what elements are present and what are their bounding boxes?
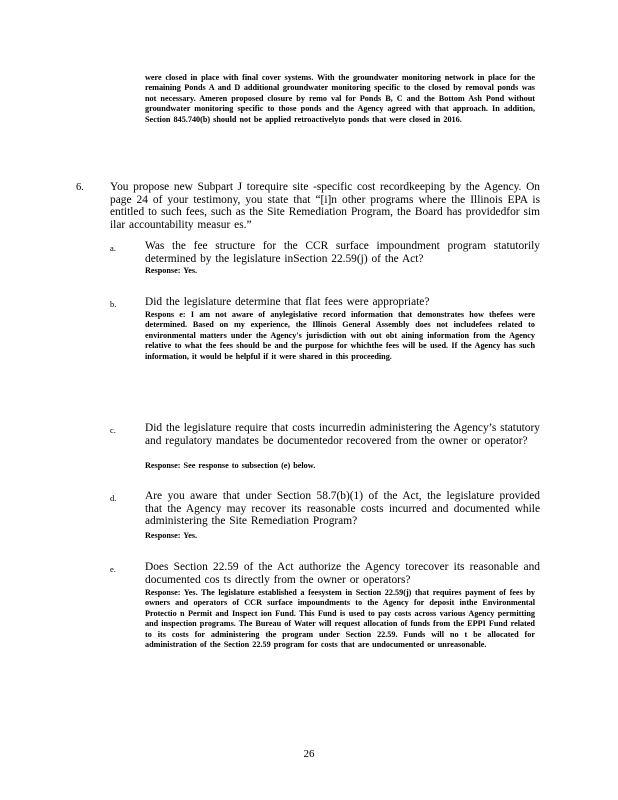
item-e-response: Response: Yes. The legislature established a feesystem in Section 22.59(j) that requires payment of fees by owners and operators of CCR surface impoundments to the Agency for deposit inthe Environmental Protectio n Permit and Inspect ion Fund. This Fund is used to pay costs across various Agency permitting and inspection programs. The Bureau of Water will request allocation of funds from the EPPI Fund related to its costs for administering the program under Section 22.59. Funds will no t be allocated for administration of the Section 22.59 program for costs that are undocumented or unreasonable. [145, 588, 535, 650]
item-b-letter: b. [110, 299, 117, 309]
item-e-letter: e. [110, 564, 116, 574]
item-d-question: Are you aware that under Section 58.7(b)(1) of the Act, the legislature provided that the Agency may recover its reasonable costs incurred and documented while administering the Site Remediation Program? [145, 490, 540, 528]
page-number: 26 [303, 748, 315, 760]
item-c-letter: c. [110, 425, 116, 435]
item-a-response: Response: Yes. [145, 266, 198, 275]
item-d-response: Response: Yes. [145, 531, 198, 540]
item-d-letter: d. [110, 493, 117, 503]
question-6-text: You propose new Subpart J torequire site -specific cost recordkeeping by the Agency. On page 24 of your testimony, you state that “[i]n other programs where the Illinois EPA is entitled to such fees, such as the Site Remediation Program, the Board has providedfor sim ilar accountability measur es.” [110, 181, 540, 231]
item-a-question: Was the fee structure for the CCR surface impoundment program statutorily determined by the legislature inSection 22.59(j) of the Act? [145, 240, 540, 265]
item-a-letter: a. [110, 243, 116, 253]
item-b-response: Respons e: I am not aware of anylegislative record information that demonstrates how thefees were determined. Based on my experience, the Illinois General Assembly does not includefees related to environmental matters under the Agency's jurisdiction with out obt aining information from the Agency relative to what the fees should be and the purpose for whichthe fees will be used. If the Agency has such information, it would be helpful if it were shared in this proceeding. [145, 310, 535, 361]
top-response-text: were closed in place with final cover systems. With the groundwater monitoring network in place for the remaining Ponds A and D additional groundwater monitoring specific to the closed by removal ponds was not necessary. Ameren proposed closure by remo val for Ponds B, C and the Bottom Ash Pond without groundwater monitoring specific to those ponds and the Agency agreed with that approach. In addition, Section 845.740(b) should not be applied retroactivelyto ponds that were closed in 2016. [145, 73, 535, 124]
item-c-question: Did the legislature require that costs incurredin administering the Agency’s statutory and regulatory mandates be documentedor recovered from the owner or operator? [145, 422, 540, 447]
item-e-question: Does Section 22.59 of the Act authorize the Agency torecover its reasonable and documented cos ts directly from the owner or operators? [145, 561, 540, 586]
item-b-question: Did the legislature determine that flat fees were appropriate? [145, 296, 430, 308]
question-number: 6. [76, 182, 84, 193]
item-c-response: Response: See response to subsection (e) below. [145, 461, 316, 470]
